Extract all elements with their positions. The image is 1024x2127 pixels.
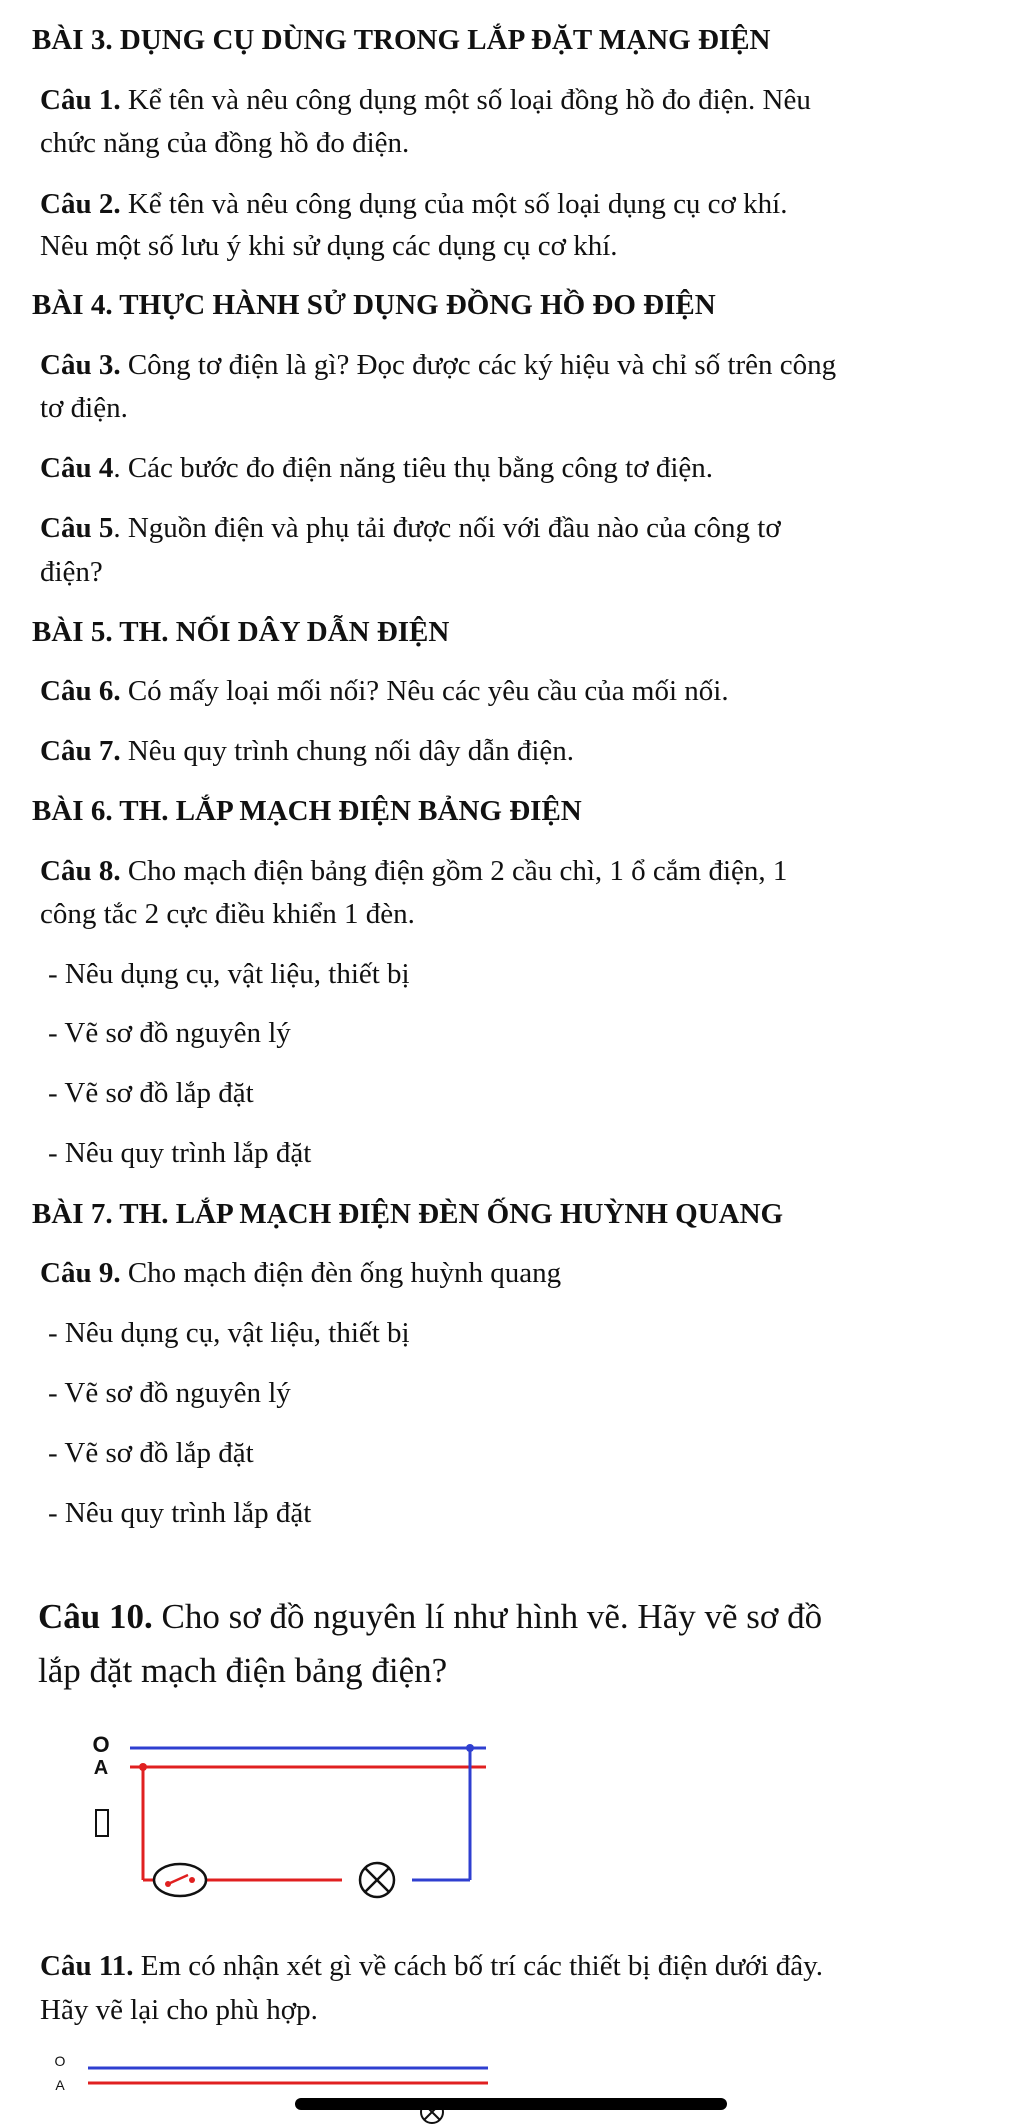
question-11: [40, 1944, 1000, 1989]
q8-bullet-4: - Nêu quy trình lắp đặt: [48, 1137, 312, 1169]
question-label: Câu 1.: [40, 84, 121, 116]
question-1-cont: chức năng của đồng hồ đo điện.: [40, 127, 410, 159]
question-3: [40, 343, 1000, 388]
question-4: [40, 446, 1000, 491]
question-text: Kể tên và nêu công dụng một số loại đồng hồ đo điện. Nêu: [120, 84, 811, 116]
neutral-label: O: [92, 1732, 110, 1757]
question-label: Câu 7.: [40, 735, 121, 767]
question-text: Kể tên và nêu công dụng của một số loại dụng cụ cơ khí.: [120, 188, 788, 220]
q9-bullet-2: - Vẽ sơ đồ nguyên lý: [48, 1377, 291, 1409]
question-label: Câu 5: [40, 512, 114, 544]
question-3-cont: tơ điện.: [40, 392, 128, 424]
lamp-icon: [360, 1863, 394, 1897]
question-text: Công tơ điện là gì? Đọc được các ký hiệu và chỉ số trên công: [120, 349, 837, 381]
question-text: . Các bước đo điện năng tiêu thụ bằng công tơ điện.: [113, 452, 713, 484]
question-1: [40, 78, 1000, 123]
phase-label: A: [55, 2077, 65, 2093]
question-8-cont: công tắc 2 cực điều khiển 1 đèn.: [40, 898, 415, 930]
question-label: Câu 6.: [40, 675, 121, 707]
fuse-icon: [96, 1810, 108, 1836]
q8-bullet-2: - Vẽ sơ đồ nguyên lý: [48, 1017, 291, 1049]
q8-bullet-1: - Nêu dụng cụ, vật liệu, thiết bị: [48, 958, 410, 990]
q9-bullet-3: - Vẽ sơ đồ lắp đặt: [48, 1437, 254, 1469]
question-label: Câu 4: [40, 452, 114, 484]
q9-bullet-1: - Nêu dụng cụ, vật liệu, thiết bị: [48, 1317, 410, 1349]
question-9: [40, 1251, 1000, 1296]
question-label: Câu 3.: [40, 349, 121, 381]
question-label: Câu 2.: [40, 188, 121, 220]
question-2-cont: Nêu một số lưu ý khi sử dụng các dụng cụ cơ khí.: [40, 230, 618, 262]
home-indicator[interactable]: [295, 2098, 727, 2110]
q8-bullet-3: - Vẽ sơ đồ lắp đặt: [48, 1077, 254, 1109]
question-text: Nêu quy trình chung nối dây dẫn điện.: [120, 735, 575, 767]
schematic-diagram: [0, 1720, 1024, 1925]
question-11-cont: Hãy vẽ lại cho phù hợp.: [40, 1994, 318, 2026]
question-10-cont: lắp đặt mạch điện bảng điện?: [38, 1651, 448, 1690]
question-8: [40, 849, 1000, 894]
question-5-cont: điện?: [40, 556, 103, 588]
question-5: [40, 506, 1000, 551]
question-label: Câu 11.: [40, 1950, 134, 1982]
question-text: Có mấy loại mối nối? Nêu các yêu cầu của mối nối.: [120, 675, 729, 707]
q9-bullet-4: - Nêu quy trình lắp đặt: [48, 1497, 312, 1529]
question-text: Em có nhận xét gì về cách bố trí các thiết bị điện dưới đây.: [133, 1950, 823, 1982]
question-label: Câu 9.: [40, 1257, 121, 1289]
question-text: Cho sơ đồ nguyên lí như hình vẽ. Hãy vẽ sơ đồ: [152, 1597, 823, 1636]
layout-diagram: [0, 2040, 1024, 2127]
heading-bai-4: BÀI 4. THỰC HÀNH SỬ DỤNG ĐỒNG HỒ ĐO ĐIỆN: [32, 289, 716, 321]
question-label: Câu 10.: [38, 1597, 153, 1636]
neutral-label: O: [54, 2053, 66, 2069]
heading-bai-6: BÀI 6. TH. LẮP MẠCH ĐIỆN BẢNG ĐIỆN: [32, 795, 582, 827]
question-6: [40, 669, 1000, 714]
question-label: Câu 8.: [40, 855, 121, 887]
question-10: [38, 1590, 998, 1644]
question-text: . Nguồn điện và phụ tải được nối với đầu nào của công tơ: [113, 512, 781, 544]
phase-label: A: [93, 1757, 109, 1779]
heading-bai-3: BÀI 3. DỤNG CỤ DÙNG TRONG LẮP ĐẶT MẠNG ĐIỆN: [32, 24, 771, 56]
question-2: [40, 182, 1000, 227]
question-7: [40, 729, 1000, 774]
switch-icon: [154, 1864, 206, 1896]
heading-bai-5: BÀI 5. TH. NỐI DÂY DẪN ĐIỆN: [32, 616, 450, 648]
question-text: Cho mạch điện đèn ống huỳnh quang: [120, 1257, 562, 1289]
question-text: Cho mạch điện bảng điện gồm 2 cầu chì, 1 ổ cắm điện, 1: [120, 855, 788, 887]
heading-bai-7: BÀI 7. TH. LẮP MẠCH ĐIỆN ĐÈN ỐNG HUỲNH QUANG: [32, 1198, 784, 1230]
